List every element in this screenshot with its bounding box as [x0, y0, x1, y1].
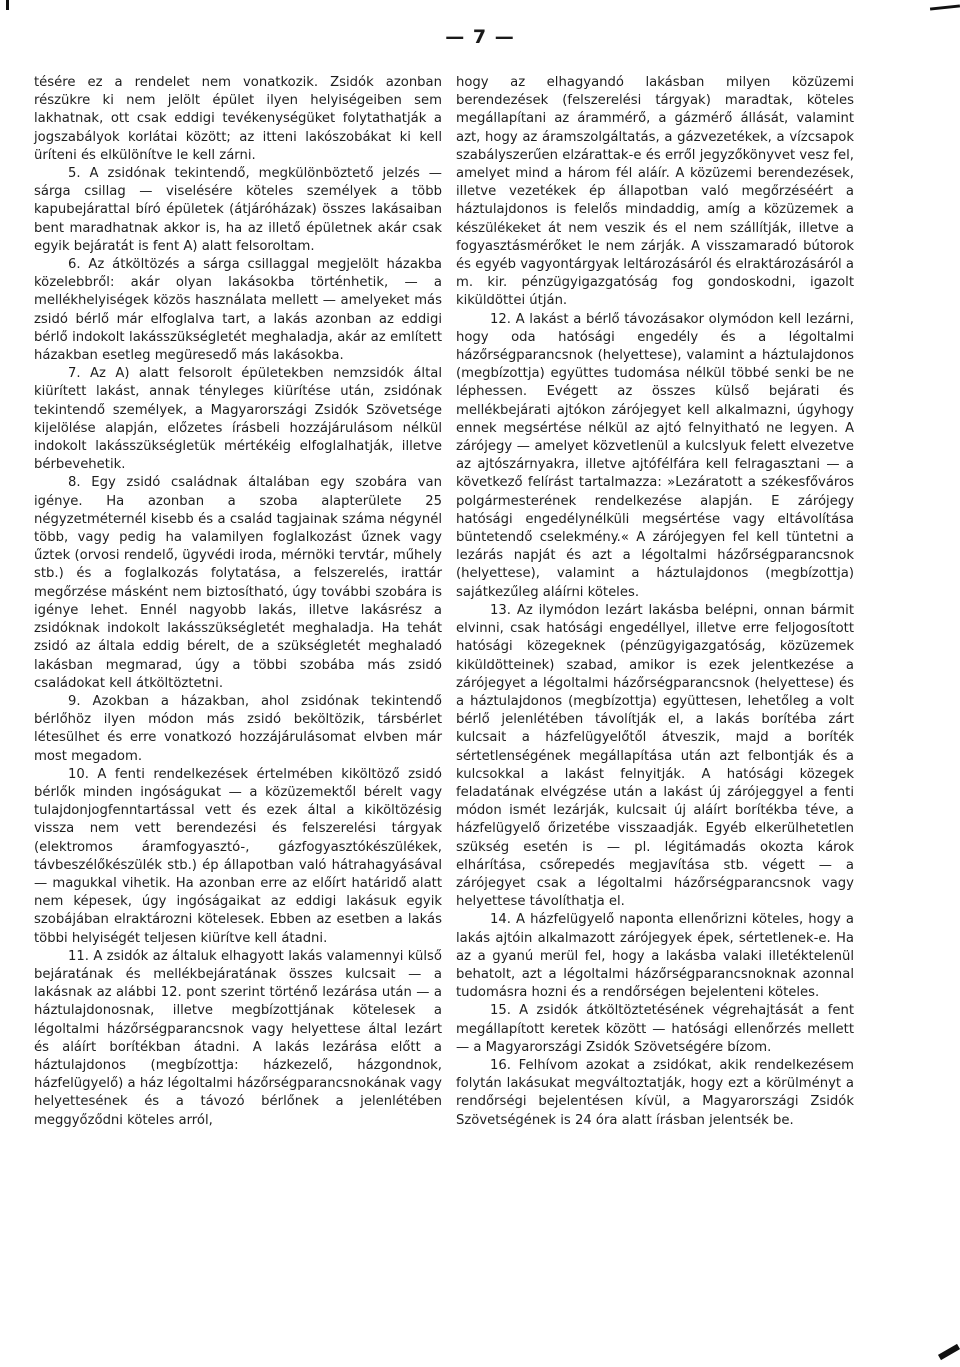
scan-mark [930, 4, 960, 10]
page-number: — 7 — [445, 26, 515, 48]
paragraph: 16. Felhívom azokat a zsidókat, akik rendelkezésem folytán lakásukat megváltoztatják, hogy ezt a körülményt a rendőrségi bejelentésen kívül, a Magyarországi Zsidók Szövetségének is 24 óra alatt írásban jelentsék be. [456, 1057, 854, 1128]
paragraph: 12. A lakást a bérlő távozásakor olymódon kell lezárni, hogy oda hatósági engedély és a légoltalmi házőrségparancsnok (helyettese), valamint a háztulajdonos (megbízottja) együttes tudomása nélkül többé senki be ne léphessen. Evégett az összes külső bejárati és mellékbejárati ajtókon zárójegyet kell alkalmazni, úgyhogy ennek megsértése nélkül az ajtó felnyitható ne legyen. A zárójegy — amelyet közvetlenül a kulcslyuk felett elvezetve az ajtószárnyakra, illetve ajtófélfára kell felragasztani — a következő felírást tartalmazza: »Lezáratott a székesfőváros polgármesterének rendelkezése alapján. E zárójegy hatósági engedélynélküli megsértése vagy eltávolítása büntetendő cselekmény.« A zárójegyen fel kell tüntetni a lezárás napját és azt a légoltalmi házőrségparancsnok (helyettese), valamint a háztulajdonos (megbízottja) sajátkezűleg aláírni köteles. [456, 311, 854, 600]
paragraph: 8. Egy zsidó családnak általában egy szobára van igénye. Ha azonban a szoba alapterülete 25 négyzetméternél kisebb és a család tagjainak száma négynél több, vagy pedig ha valamilyen foglalkozást űznek vagy űztek (orvosi rendelő, ügyvédi iroda, mérnöki tervtár, műhely stb.) és a foglalkozás folytatása, a felszerelés, irattár megőrzése másként nem biztosítható, úgy további szobára is igénye lehet. Ennél nagyobb lakás, illetve lakásrész a zsidóknak indokolt lakásszükségletét meghaladja. Ha tehát zsidó az általa eddig bérelt, de a szükségletét meghaladó lakásban megmarad, úgy a többi szobába más zsidó családokat kell átköltöztetni. [34, 475, 442, 691]
paragraph: 7. Az A) alatt felsorolt épületekben nemzsidók által kiürített lakást, annak tényleges kiürítése után, zsidónak tekintendő személyek, a Magyarországi Zsidók Szövetsége kijelölése alapján, előzetes írásbeli hozzájárulásom nélkül indokolt lakásszükségletük mértékéig elfoglalhatják, illetve bérbevehetik. [34, 366, 442, 473]
scan-mark [938, 1344, 960, 1360]
paragraph: tésére ez a rendelet nem vonatkozik. Zsidók azonban részükre ki nem jelölt épület ilyen helyiségeiben sem lakhatnak, ott csak eddigi tevékenységüket folytathatják a jogszabályok korlátai között; az itteni lakószobákat ki kell üríteni és elkülönítve le kell zárni. [34, 75, 442, 163]
paragraph: 6. Az átköltözés a sárga csillaggal megjelölt házakba közelebbről: akár olyan lakásokba történhetik, — a mellékhelyiségek közös használata mellett — amelyeket más zsidó bérlő már elfoglalva tart, a lakás azonban az eddigi bérlő indokolt lakásszükségletét meghaladja, akár az említett házakban esetleg megüresedő más lakásokba. [34, 257, 442, 364]
right-column [456, 74, 854, 1130]
paragraph: 5. A zsidónak tekintendő, megkülönböztető jelzés — sárga csillag — viselésére köteles személyek a több kapubejárattal bíró épületek (átjáróházak) összes lakásaiban bent maradhatnak akkor is, ha az illető épületnek akár csak egyik bejáratát is fent A) alatt felsoroltam. [34, 166, 442, 254]
paragraph: hogy az elhagyandó lakásban milyen közüzemi berendezések (felszerelési tárgyak) maradtak, köteles megállapítani az árammérő, a gázmérő állását, valamint azt, hogy az áramszolgáltatás, a gázvezetékek, a vízcsapok szabályszerűen elzárattak-e és erről jegyzőkönyvet vesz fel, amelyet mind a három fél aláír. A közüzemi berendezések, illetve vezetékek ép állapotban való megőrzéséért a háztulajdonos is felelős mindaddig, amíg a közüzemek a készülékeket át nem veszik és el nem szállítják, illetve a fogyasztásmérőket le nem zárják. A visszamaradó bútorok és egyéb vagyontárgyak leltározásáról és elraktározásáról a m. kir. pénzügyigazgatóság fog gondoskodni, igazolt kiküldöttei útján. [456, 75, 854, 309]
paragraph: 9. Azokban a házakban, ahol zsidónak tekintendő bérlőhöz ilyen módon más zsidó beköltözik, társbérlet létesülhet és erre vonatkozó hozzájárulásomat elvben már most megadom. [34, 693, 442, 764]
scan-mark [6, 0, 9, 10]
paragraph: 14. A házfelügyelő naponta ellenőrizni köteles, hogy a lakás ajtóin alkalmazott zárójegyek épek, sértetlenek-e. Ha az a gyanú merül fel, hogy a lakásba valaki illetéktelenül behatolt, azt a légoltalmi házőrségparancsnoknak azonnal tudomásra hozni és a rendőrségen bejelenteni köteles. [456, 912, 854, 1001]
paragraph: 11. A zsidók az általuk elhagyott lakás valamennyi külső bejáratának és mellékbejáratának összes kulcsait — a lakásnak az alábbi 12. pont szerint történő lezárása után — a háztulajdonosnak, illetve megbízottjának kötelesek a légoltalmi házőrségparancsnok vagy helyettese által lezárt és aláírt borítékban átadni. A lakás lezárása előtt a háztulajdonos (megbízottja: házkezelő, házgondnok, házfelügyelő) a ház légoltalmi házőrségparancsnokának vagy helyettesének és a távozó bérlőnek a jelenlétében meggyőződni köteles arról, [34, 948, 442, 1128]
left-column [34, 74, 442, 1130]
paragraph: 15. A zsidók átköltöztetésének végrehajtását a fent megállapított keretek között — hatósági ellenőrzés mellett — a Magyarországi Zsidók Szövetségére bízom. [456, 1003, 854, 1055]
paragraph: 10. A fenti rendelkezések értelmében kiköltöző zsidó bérlők minden ingóságukat — a közüzemektől bérelt vagy tulajdonjogfenntartással vett és ezek által a kiköltözésig vissza nem vett berendezési és felszerelési tárgyak (elektromos áramfogyasztó-, gázfogyasztókészülékek, távbeszélőkészülék stb.) ép állapotban való hátrahagyásával — magukkal vihetik. Ha azonban erre az előírt határidő alatt nem képesek, úgy ingóságaikat az eddigi lakásuk egyik szobájában elraktározni kötelesek. Ebben az esetben a lakás többi helyiségét teljesen kiürítve kell átadni. [34, 766, 442, 946]
paragraph: 13. Az ilymódon lezárt lakásba belépni, onnan bármit elvinni, csak hatósági engedéllyel, illetve erre feljogosított hatósági közegeknek (pénzügyigazgatóság, közüzemek kiküldötteinek) szabad, amikor is ezek jelentkezése a zárójegyet a légoltalmi házőrségparancsnok (helyettese) és a háztulajdonos (megbízottja) együttesen, lehetőleg a volt bérlő jelenlétében távolítják el, a lakás borítéba zárt kulcsait a házfelügyelőtől átveszik, majd a boríték sértetlenségének megállapítása után azt felbontják és a kulcsokkal a lakást felnyitják. A hatósági közegek feladatának elvégzése után a lakást új zárójeggyel a fenti módon ismét lezárják, kulcsait új aláírt borítékba téve, a házfelügyelő őrizetébe visszaadják. Egyéb elkerülhetetlen szükség esetén is — pl. légitámadás okozta károk elhárítása, csőrepedés megjavítása stb. végett — a zárójegyet csak a légoltalmi házőrségparancsnok vagy helyettese távolíthatja el. [456, 602, 854, 910]
